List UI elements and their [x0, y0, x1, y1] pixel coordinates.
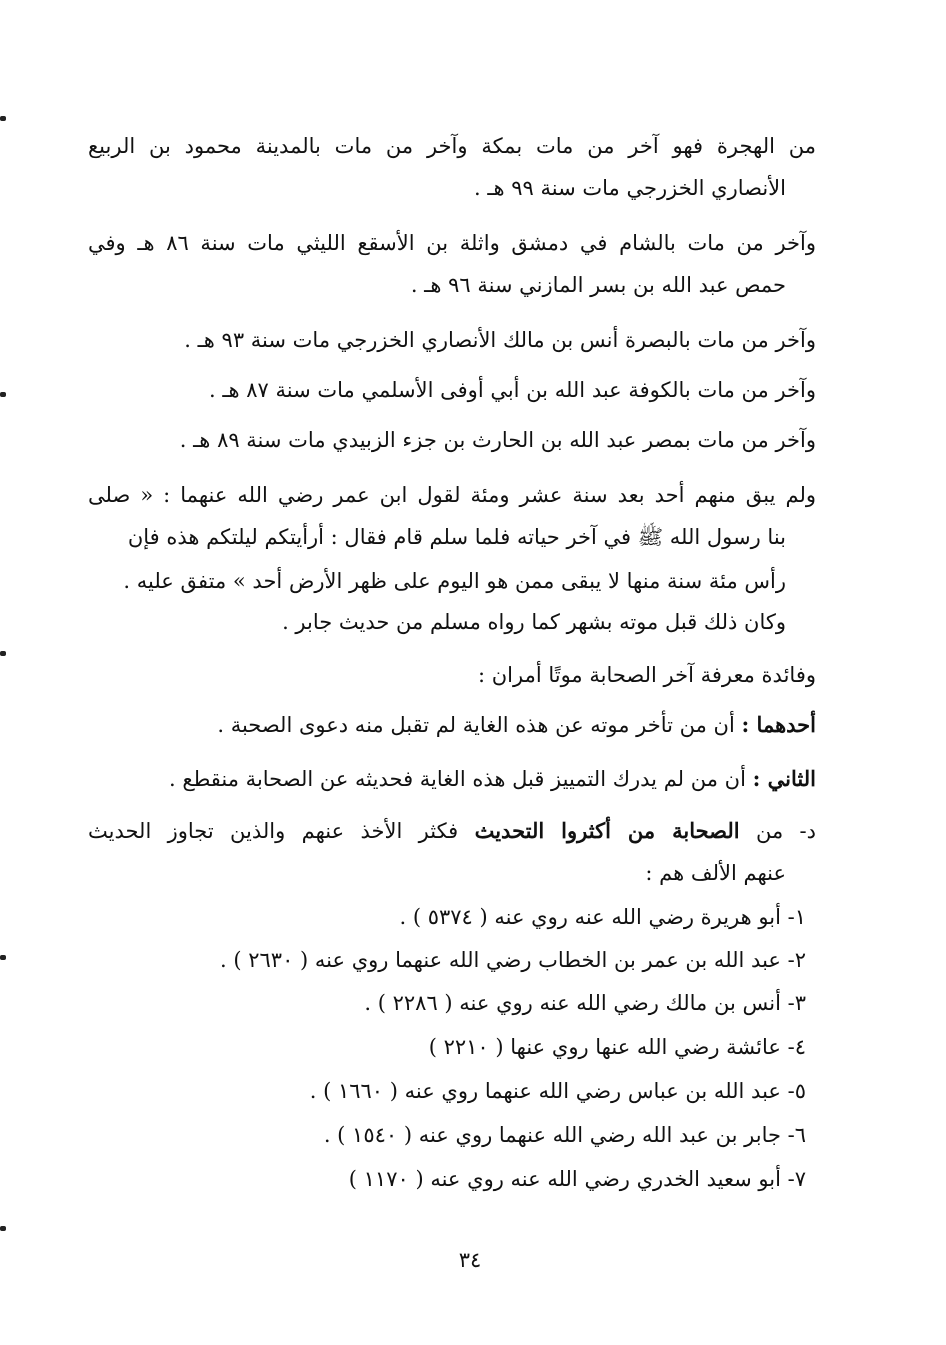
narrator-item: ٧- أبو سعيد الخدري رضي الله عنه روي عنه ( ١١٧٠ )	[348, 1167, 806, 1191]
second-point-label: الثاني :	[752, 766, 816, 791]
first-point	[88, 710, 816, 740]
narrator-item: ١- أبو هريرة رضي الله عنه روي عنه ( ٥٣٧٤ ) .	[399, 905, 806, 929]
section-d-marker: د- من	[755, 819, 816, 843]
text-line: الأنصاري الخزرجي مات سنة ٩٩ هـ .	[474, 176, 786, 200]
scan-edge-mark	[0, 392, 6, 397]
second-point	[88, 764, 816, 794]
section-d-line	[88, 816, 816, 846]
first-point-text: أن من تأخر موته عن هذه الغاية لم تقبل منه دعوى الصحبة .	[217, 713, 735, 737]
scan-edge-mark	[0, 651, 6, 656]
narrator-item: ٣- أنس بن مالك رضي الله عنه روي عنه ( ٢٢٨٦ ) .	[364, 991, 806, 1015]
scan-edge-mark	[0, 116, 6, 121]
section-d-text: فكثر الأخذ عنهم والذين تجاوز الحديث	[88, 819, 459, 843]
second-point-text: أن من لم يدرك التمييز قبل هذه الغاية فحديثه عن الصحابة منقطع .	[169, 767, 746, 791]
narrator-item: ٢- عبد الله بن عمر بن الخطاب رضي الله عنهما روي عنه ( ٢٦٣٠ ) .	[220, 948, 806, 972]
text-line: وآخر من مات بمصر عبد الله بن الحارث بن جزء الزبيدي مات سنة ٨٩ هـ .	[179, 428, 816, 452]
text-line: وآخر من مات بالكوفة عبد الله بن أبي أوفى الأسلمي مات سنة ٨٧ هـ .	[209, 378, 816, 402]
text-line: حمص عبد الله بن بسر المازني سنة ٩٦ هـ .	[410, 273, 786, 297]
first-point-label: أحدهما :	[741, 712, 816, 737]
narrator-item: ٥- عبد الله بن عباس رضي الله عنهما روي عنه ( ١٦٦٠ ) .	[309, 1079, 806, 1103]
text-line: وآخر من مات بالبصرة أنس بن مالك الأنصاري الخزرجي مات سنة ٩٣ هـ .	[184, 328, 816, 352]
narrator-item: ٤- عائشة رضي الله عنها روي عنها ( ٢٢١٠ )	[428, 1035, 806, 1059]
text-line: من الهجرة فهو آخر من مات بمكة وآخر من مات بالمدينة محمود بن الربيع	[88, 134, 816, 158]
scan-edge-mark	[0, 1226, 6, 1231]
text-line: بنا رسول الله ﷺ في آخر حياته فلما سلم قام فقال : أرأيتكم ليلتكم هذه فإن	[127, 525, 786, 549]
text-line: ولم يبق منهم أحد بعد سنة عشر ومئة لقول ابن عمر رضي الله عنهما : « صلى	[88, 483, 816, 507]
text-line: وكان ذلك قبل موته بشهر كما رواه مسلم من حديث جابر .	[282, 610, 786, 634]
scan-edge-mark	[0, 955, 6, 960]
text-line: وفائدة معرفة آخر الصحابة موتًا أمران :	[477, 663, 816, 687]
section-d-continuation: عنهم الألف هم :	[645, 861, 786, 885]
page-number: ٣٤	[458, 1248, 482, 1272]
text-line: وآخر من مات بالشام في دمشق واثلة بن الأسقع الليثي مات سنة ٨٦ هـ وفي	[88, 231, 816, 255]
text-line: رأس مئة سنة منها لا يبقى ممن هو اليوم على ظهر الأرض أحد » متفق عليه .	[123, 569, 786, 593]
narrator-item: ٦- جابر بن عبد الله رضي الله عنهما روي عنه ( ١٥٤٠ ) .	[323, 1123, 806, 1147]
section-d-heading: الصحابة من أكثروا التحديث	[474, 818, 740, 843]
